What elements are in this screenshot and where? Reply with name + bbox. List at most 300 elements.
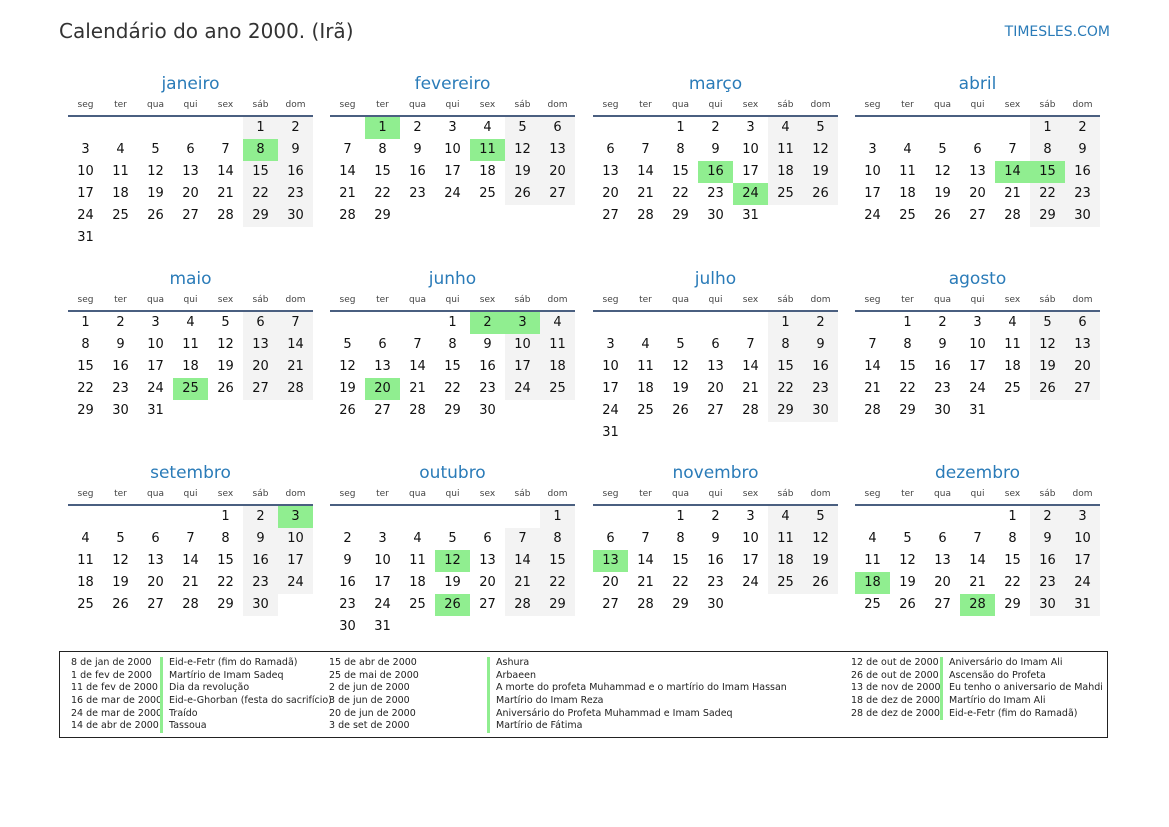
day-cell: 23 xyxy=(479,381,496,396)
day-cell: 18 xyxy=(112,186,129,201)
month-name: maio xyxy=(169,269,212,289)
weekday-label: ter xyxy=(376,295,389,305)
day-cell: 8 xyxy=(676,142,685,157)
day-cell: 4 xyxy=(903,142,912,157)
day-cell: 13 xyxy=(243,334,278,356)
day-cell: 30 xyxy=(1065,205,1100,227)
day-cell: 16 xyxy=(803,356,838,378)
day-cell: 13 xyxy=(969,164,986,179)
day-cell: 12 xyxy=(435,550,470,572)
day-empty xyxy=(435,506,470,528)
day-cell: 21 xyxy=(505,572,540,594)
day-cell: 8 xyxy=(676,531,685,546)
day-cell: 28 xyxy=(864,403,881,418)
day-cell: 12 xyxy=(339,359,356,374)
weekday-label: ter xyxy=(901,489,914,499)
day-cell: 14 xyxy=(505,550,540,572)
day-cell: 8 xyxy=(221,531,230,546)
day-cell: 27 xyxy=(969,208,986,223)
weekday-header xyxy=(855,98,1100,117)
day-cell: 26 xyxy=(1030,378,1065,400)
day-empty xyxy=(925,506,960,528)
day-empty xyxy=(540,400,575,422)
day-cell: 6 xyxy=(606,531,615,546)
weekday-label: sáb xyxy=(514,100,531,110)
day-empty xyxy=(103,227,138,249)
weekday-label: dom xyxy=(547,100,568,110)
holiday-name: Martírio do Imam Ali xyxy=(940,695,1045,708)
days-grid xyxy=(330,117,575,227)
day-cell: 14 xyxy=(969,553,986,568)
day-cell: 14 xyxy=(217,164,234,179)
weekday-label: qua xyxy=(147,489,164,499)
weekday-label: sex xyxy=(1004,489,1021,499)
day-cell: 21 xyxy=(182,575,199,590)
day-empty xyxy=(68,117,103,139)
day-cell: 9 xyxy=(1030,528,1065,550)
day-cell: 2 xyxy=(470,312,505,334)
day-empty xyxy=(698,312,733,334)
holiday-date: 1 de fev de 2000 xyxy=(71,669,152,681)
day-cell: 24 xyxy=(505,378,540,400)
day-empty xyxy=(855,506,890,528)
day-cell: 20 xyxy=(1065,356,1100,378)
day-cell: 15 xyxy=(217,553,234,568)
weekday-header xyxy=(68,98,313,117)
day-cell: 6 xyxy=(186,142,195,157)
day-cell: 27 xyxy=(374,403,391,418)
day-cell: 30 xyxy=(278,205,313,227)
weekday-label: seg xyxy=(339,489,356,499)
weekday-label: seg xyxy=(864,489,881,499)
day-cell: 11 xyxy=(409,553,426,568)
day-cell: 7 xyxy=(746,337,755,352)
day-empty xyxy=(663,312,698,334)
month-fevereiro xyxy=(330,73,575,227)
day-cell: 16 xyxy=(278,161,313,183)
weekday-label: seg xyxy=(77,489,94,499)
day-cell: 21 xyxy=(1004,186,1021,201)
day-empty xyxy=(768,205,803,227)
day-cell: 26 xyxy=(505,183,540,205)
day-cell: 28 xyxy=(182,597,199,612)
day-cell: 18 xyxy=(899,186,916,201)
day-cell: 24 xyxy=(278,572,313,594)
day-empty xyxy=(593,506,628,528)
day-cell: 14 xyxy=(637,553,654,568)
day-cell: 22 xyxy=(444,381,461,396)
day-cell: 20 xyxy=(243,356,278,378)
holiday-date: 3 de set de 2000 xyxy=(329,720,410,732)
day-cell: 16 xyxy=(112,359,129,374)
day-cell: 4 xyxy=(81,531,90,546)
weekday-label: sáb xyxy=(252,489,269,499)
day-cell: 13 xyxy=(602,164,619,179)
weekday-label: sex xyxy=(217,489,234,499)
weekday-header xyxy=(68,487,313,506)
day-cell: 20 xyxy=(602,186,619,201)
day-cell: 18 xyxy=(182,359,199,374)
day-cell: 1 xyxy=(81,315,90,330)
month-dezembro xyxy=(855,462,1100,616)
day-cell: 27 xyxy=(934,597,951,612)
days-grid xyxy=(330,312,575,422)
weekday-label: sex xyxy=(1004,295,1021,305)
day-cell: 31 xyxy=(969,403,986,418)
holiday-name: Eid-e-Fetr (fim do Ramadã) xyxy=(160,657,298,670)
holiday-name: Eid-e-Ghorban (festa do sacrifício) xyxy=(160,695,332,708)
day-cell: 12 xyxy=(803,139,838,161)
day-cell: 21 xyxy=(217,186,234,201)
weekday-label: sex xyxy=(742,100,759,110)
day-cell: 7 xyxy=(1008,142,1017,157)
day-empty xyxy=(330,312,365,334)
day-cell: 13 xyxy=(934,553,951,568)
day-cell: 13 xyxy=(182,164,199,179)
day-cell: 9 xyxy=(116,337,125,352)
day-cell: 1 xyxy=(676,120,685,135)
day-empty xyxy=(278,227,313,249)
day-cell: 22 xyxy=(540,572,575,594)
day-cell: 22 xyxy=(768,378,803,400)
weekday-label: qui xyxy=(445,489,460,499)
day-cell: 15 xyxy=(672,553,689,568)
day-empty xyxy=(1065,400,1100,422)
day-cell: 18 xyxy=(768,161,803,183)
day-cell: 16 xyxy=(934,359,951,374)
day-cell: 3 xyxy=(378,531,387,546)
day-cell: 5 xyxy=(448,531,457,546)
day-cell: 4 xyxy=(540,312,575,334)
day-cell: 9 xyxy=(413,142,422,157)
weekday-label: seg xyxy=(602,100,619,110)
day-cell: 23 xyxy=(1065,183,1100,205)
day-empty xyxy=(733,312,768,334)
day-cell: 10 xyxy=(278,528,313,550)
day-cell: 5 xyxy=(676,337,685,352)
day-empty xyxy=(470,616,505,638)
weekday-header xyxy=(593,487,838,506)
day-cell: 6 xyxy=(540,117,575,139)
day-empty xyxy=(173,400,208,422)
month-name: junho xyxy=(428,269,477,289)
day-cell: 23 xyxy=(1030,572,1065,594)
day-empty xyxy=(103,506,138,528)
site-link[interactable]: TIMESLES.COM xyxy=(1004,24,1110,40)
weekday-label: qua xyxy=(672,489,689,499)
day-cell: 2 xyxy=(711,509,720,524)
weekday-label: dom xyxy=(285,100,306,110)
holiday-date: 13 de nov de 2000 xyxy=(851,682,941,694)
day-cell: 20 xyxy=(934,575,951,590)
day-cell: 19 xyxy=(147,186,164,201)
day-cell: 21 xyxy=(637,575,654,590)
day-cell: 4 xyxy=(1008,315,1017,330)
day-cell: 5 xyxy=(221,315,230,330)
day-cell: 27 xyxy=(602,208,619,223)
weekday-label: dom xyxy=(285,489,306,499)
day-cell: 9 xyxy=(278,139,313,161)
day-cell: 5 xyxy=(803,117,838,139)
weekday-label: sáb xyxy=(1039,489,1056,499)
day-cell: 4 xyxy=(413,531,422,546)
weekday-label: ter xyxy=(901,295,914,305)
day-cell: 9 xyxy=(711,531,720,546)
day-empty xyxy=(803,422,838,444)
day-empty xyxy=(435,205,470,227)
day-cell: 2 xyxy=(1065,117,1100,139)
day-empty xyxy=(540,616,575,638)
day-cell: 18 xyxy=(1004,359,1021,374)
day-cell: 31 xyxy=(147,403,164,418)
month-name: fevereiro xyxy=(414,74,491,94)
day-cell: 15 xyxy=(444,359,461,374)
day-cell: 11 xyxy=(768,528,803,550)
day-cell: 19 xyxy=(672,381,689,396)
day-cell: 8 xyxy=(243,139,278,161)
day-cell: 25 xyxy=(77,597,94,612)
day-cell: 13 xyxy=(593,550,628,572)
day-cell: 19 xyxy=(803,161,838,183)
holiday-name: Martírio do Imam Reza xyxy=(487,695,604,708)
weekday-label: seg xyxy=(602,489,619,499)
weekday-label: dom xyxy=(547,489,568,499)
day-cell: 14 xyxy=(339,164,356,179)
day-cell: 5 xyxy=(938,142,947,157)
day-cell: 8 xyxy=(378,142,387,157)
day-cell: 29 xyxy=(540,594,575,616)
day-cell: 25 xyxy=(479,186,496,201)
day-cell: 15 xyxy=(243,161,278,183)
holiday-name: A morte do profeta Muhammad e o martírio do Imam Hassan xyxy=(487,682,787,695)
day-cell: 9 xyxy=(1065,139,1100,161)
weekday-label: sáb xyxy=(777,295,794,305)
holiday-name: Ascensão do Profeta xyxy=(940,670,1046,683)
holiday-date: 26 de out de 2000 xyxy=(851,669,939,681)
day-empty xyxy=(768,594,803,616)
weekday-label: ter xyxy=(639,489,652,499)
weekday-label: sáb xyxy=(514,295,531,305)
day-empty xyxy=(768,422,803,444)
holiday-date: 15 de abr de 2000 xyxy=(329,657,417,668)
weekday-label: qua xyxy=(672,100,689,110)
month-agosto xyxy=(855,268,1100,422)
day-cell: 28 xyxy=(637,208,654,223)
day-empty xyxy=(628,422,663,444)
days-grid xyxy=(593,506,838,616)
day-empty xyxy=(470,506,505,528)
day-empty xyxy=(400,616,435,638)
day-empty xyxy=(628,117,663,139)
day-cell: 10 xyxy=(1065,528,1100,550)
day-cell: 27 xyxy=(540,183,575,205)
day-cell: 4 xyxy=(768,506,803,528)
day-cell: 24 xyxy=(969,381,986,396)
day-cell: 19 xyxy=(444,575,461,590)
day-empty xyxy=(470,205,505,227)
day-cell: 22 xyxy=(672,575,689,590)
weekday-label: sáb xyxy=(777,489,794,499)
day-cell: 21 xyxy=(409,381,426,396)
weekday-label: qui xyxy=(970,295,985,305)
weekday-label: qua xyxy=(934,489,951,499)
day-cell: 1 xyxy=(768,312,803,334)
day-cell: 20 xyxy=(602,575,619,590)
days-grid xyxy=(68,312,313,422)
day-empty xyxy=(138,506,173,528)
day-empty xyxy=(733,422,768,444)
day-cell: 10 xyxy=(374,553,391,568)
day-cell: 27 xyxy=(707,403,724,418)
day-cell: 1 xyxy=(676,509,685,524)
day-cell: 3 xyxy=(746,120,755,135)
day-cell: 19 xyxy=(112,575,129,590)
day-cell: 19 xyxy=(1030,356,1065,378)
weekday-header xyxy=(330,98,575,117)
day-cell: 19 xyxy=(899,575,916,590)
day-cell: 9 xyxy=(243,528,278,550)
day-cell: 20 xyxy=(182,186,199,201)
month-name: dezembro xyxy=(935,463,1020,483)
day-cell: 23 xyxy=(243,572,278,594)
day-cell: 9 xyxy=(483,337,492,352)
day-cell: 23 xyxy=(803,378,838,400)
day-cell: 12 xyxy=(803,528,838,550)
weekday-label: qui xyxy=(183,489,198,499)
weekday-label: qui xyxy=(445,295,460,305)
day-cell: 8 xyxy=(448,337,457,352)
day-cell: 7 xyxy=(221,142,230,157)
weekday-label: sex xyxy=(479,489,496,499)
weekday-label: sáb xyxy=(252,295,269,305)
month-name: outubro xyxy=(419,463,486,483)
day-cell: 6 xyxy=(711,337,720,352)
holiday-name: Ashura xyxy=(487,657,529,670)
weekday-label: qua xyxy=(409,295,426,305)
day-cell: 19 xyxy=(217,359,234,374)
day-empty xyxy=(855,312,890,334)
day-empty xyxy=(628,312,663,334)
day-empty xyxy=(173,227,208,249)
day-cell: 18 xyxy=(855,572,890,594)
day-empty xyxy=(505,205,540,227)
day-cell: 14 xyxy=(742,359,759,374)
day-cell: 25 xyxy=(112,208,129,223)
day-cell: 17 xyxy=(1065,550,1100,572)
day-cell: 1 xyxy=(903,315,912,330)
day-cell: 4 xyxy=(483,120,492,135)
weekday-label: sex xyxy=(742,489,759,499)
day-cell: 13 xyxy=(707,359,724,374)
weekday-label: qui xyxy=(708,295,723,305)
day-cell: 3 xyxy=(448,120,457,135)
day-empty xyxy=(505,506,540,528)
day-cell: 31 xyxy=(77,230,94,245)
day-cell: 7 xyxy=(186,531,195,546)
day-cell: 8 xyxy=(540,528,575,550)
weekday-header xyxy=(330,487,575,506)
day-cell: 22 xyxy=(217,575,234,590)
day-cell: 14 xyxy=(409,359,426,374)
day-cell: 12 xyxy=(112,553,129,568)
day-cell: 28 xyxy=(278,378,313,400)
day-empty xyxy=(400,506,435,528)
month-janeiro xyxy=(68,73,313,249)
weekday-label: qui xyxy=(970,100,985,110)
day-cell: 9 xyxy=(711,142,720,157)
weekday-label: qua xyxy=(409,100,426,110)
days-grid xyxy=(68,506,313,616)
day-cell: 3 xyxy=(746,509,755,524)
day-cell: 18 xyxy=(768,550,803,572)
day-cell: 8 xyxy=(903,337,912,352)
holiday-date: 14 de abr de 2000 xyxy=(71,720,159,732)
days-grid xyxy=(855,312,1100,422)
day-cell: 9 xyxy=(803,334,838,356)
day-cell: 26 xyxy=(672,403,689,418)
weekday-label: qua xyxy=(672,295,689,305)
day-empty xyxy=(995,400,1030,422)
weekday-label: dom xyxy=(1072,295,1093,305)
day-cell: 25 xyxy=(768,572,803,594)
day-cell: 6 xyxy=(1065,312,1100,334)
day-cell: 27 xyxy=(479,597,496,612)
days-grid xyxy=(68,117,313,249)
day-cell: 29 xyxy=(243,205,278,227)
day-cell: 21 xyxy=(637,186,654,201)
days-grid xyxy=(855,117,1100,227)
day-cell: 6 xyxy=(938,531,947,546)
day-cell: 28 xyxy=(505,594,540,616)
weekday-label: qua xyxy=(147,295,164,305)
day-cell: 10 xyxy=(444,142,461,157)
day-cell: 12 xyxy=(934,164,951,179)
day-cell: 22 xyxy=(374,186,391,201)
day-cell: 11 xyxy=(899,164,916,179)
day-cell: 11 xyxy=(470,139,505,161)
day-cell: 27 xyxy=(243,378,278,400)
month-abril xyxy=(855,73,1100,227)
weekday-label: seg xyxy=(77,295,94,305)
day-cell: 16 xyxy=(243,550,278,572)
month-julho xyxy=(593,268,838,444)
day-cell: 26 xyxy=(435,594,470,616)
day-empty xyxy=(278,400,313,422)
day-cell: 28 xyxy=(339,208,356,223)
day-cell: 13 xyxy=(540,139,575,161)
weekday-label: seg xyxy=(602,295,619,305)
day-cell: 20 xyxy=(540,161,575,183)
day-cell: 5 xyxy=(116,531,125,546)
day-cell: 10 xyxy=(969,337,986,352)
day-cell: 4 xyxy=(641,337,650,352)
day-cell: 11 xyxy=(768,139,803,161)
weekday-label: ter xyxy=(901,100,914,110)
month-outubro xyxy=(330,462,575,638)
day-cell: 11 xyxy=(1004,337,1021,352)
day-empty xyxy=(173,506,208,528)
day-cell: 30 xyxy=(1030,594,1065,616)
weekday-label: ter xyxy=(376,100,389,110)
weekday-label: sáb xyxy=(514,489,531,499)
day-cell: 3 xyxy=(81,142,90,157)
month-name: março xyxy=(688,74,743,94)
days-grid xyxy=(330,506,575,638)
weekday-label: qua xyxy=(409,489,426,499)
day-empty xyxy=(138,227,173,249)
day-cell: 2 xyxy=(278,117,313,139)
day-cell: 19 xyxy=(803,550,838,572)
